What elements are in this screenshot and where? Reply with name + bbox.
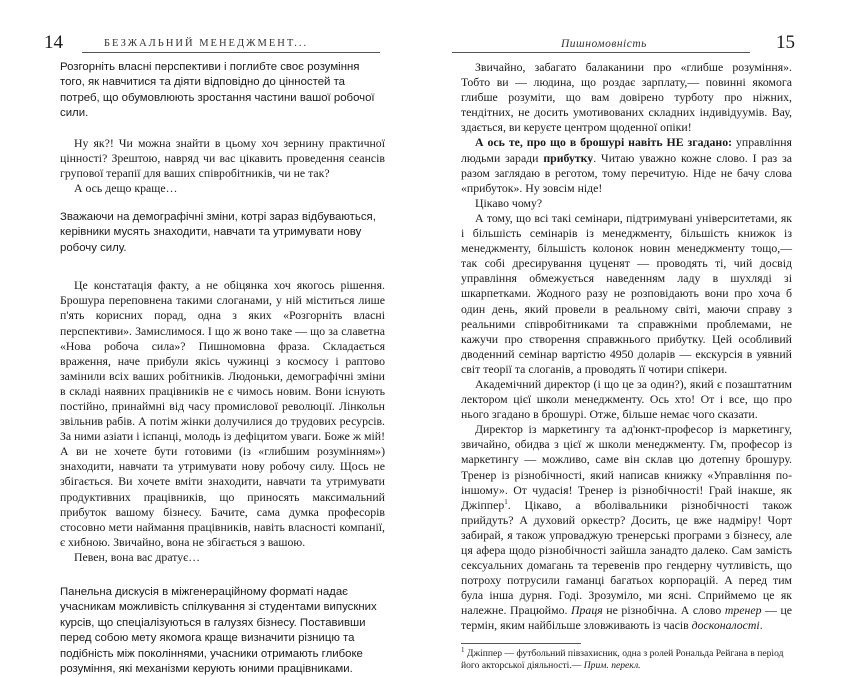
page-number: 14: [44, 32, 63, 53]
left-page: [0, 0, 392, 676]
footnote-rule: [461, 643, 581, 644]
header-rule: [452, 52, 750, 53]
footnote-reference[interactable]: 1: [504, 497, 508, 506]
paragraph: А ось те, про що в брошурі навіть НЕ згадано: управління людьми заради прибутку. Читаю уважно кожне слово. І раз за разом заглядаю в реготом, тому перечитую. Ніде не бачу слова «прибуток». Ну зовсім ніде!: [461, 135, 792, 195]
header-rule: [82, 52, 380, 53]
paragraph: Це констатація факту, а не обіцянка хоч якогось рішення. Брошура переповнена такими слоганами, у ній міститься лише п'ять корисних порад, одна з яких «Розгорніть власні перспективи». Замислимося. І що ж воно таке — що за славетна «Нова робоча сила»? Пишномовна фраза. Складається враження, наче прибули якісь чужинці з космосу і раптово замінили всіх ваших робітників. Людоньки, демографічні зміни в складі наявних працівників не є чимось новим. Вони існують постійно, принаймні від часу промислової революції. Лінкольн звільнив рабів. А потім жінки долучилися до трудових ресурсів. За ними азіати і іспанці, молодь із дефіцитом уваги. Боже ж мій! А ви не хочете бути готовими (із «глибшим розумінням») знаходити, навчати та утримувати нову робочу силу. Щось не збігається. Ви хочете вміти знаходити, навчати та утримувати продуктивних працівників, що приносять максимальний прибуток вашому бізнесу. Бачите, сама думка професорів стосовно мети наймання працівників, навіть власності компанії, є хибною. Звичайно, вона не збігається з вашою.: [60, 278, 385, 549]
paragraph: А ось дещо краще…: [74, 180, 178, 195]
quote-callout: Зважаючи на демографічні зміни, котрі зараз відбуваються, керівники мусять знаходити, навчати та утримувати нову робочу силу.: [60, 211, 376, 254]
bold-phrase: прибутку: [543, 150, 594, 165]
footnote-marker: 1: [461, 645, 465, 654]
page-body: [60, 60, 385, 677]
quote-callout: Розгорніть власні перспективи і поглибте своє розуміння того, як навчитися та діяти відповідно до цінностей та потреб, що обумовлюють зростання частини вашої робочої сили.: [60, 61, 375, 120]
paragraph: Ну як?! Чи можна знайти в цьому хоч зернину практичної цінності? Зрештою, навряд чи вас цікавить проведення сеансів групової терапії для ваших співробітників, чи не так?: [60, 135, 385, 180]
page-body: [461, 60, 792, 672]
running-head: Пишномовність: [561, 38, 647, 50]
paragraph: А тому, що всі такі семінари, підтримувані університетами, як і більшість семінарів із менеджменту, більшість книжок із менеджменту, більшість колонок новин менеджменту тощо,— так собі дресирування цуценят — проводять ті, чий досвід управління обмежується наведенням ладу в шухляді зі шкарпетками. Жодного разу не розповідають вони про хоча б один день, який провели в реальному світі, маючи справу з реальними співробітниками та справжніми проблемами, не кажучи про створення справжнього прибутку. Цей особливий дводенний семінар вартістю 4950 доларів — екскурсія в уявний світ теорії та слоганів, а проводять її чотири спікери.: [461, 210, 792, 376]
paragraph: Цікаво чому?: [475, 195, 543, 210]
running-head: БЕЗЖАЛЬНИЙ МЕНЕДЖМЕНТ...: [104, 38, 309, 49]
paragraph: Певен, вона вас дратує…: [74, 549, 201, 564]
right-page: [440, 0, 832, 671]
paragraph: Директор із маркетингу та ад'юнкт-професор із маркетингу, звичайно, обидва з цієї ж школи менеджменту. Гм, професор із маркетингу — можливо, саме він склав цю дотепну брошуру. Тренер із різнобічності, який написав книжку «Управління по-іншому». От чудасія! Тренер із різнобічності! Грай інакше, як Джіппер$^1$. Цікаво, а вболівальники різнобічності також прийдуть? А духовий оркестр? Досить, це вже надміру! Чорт забирай, я також упроваджую тренерські програми з бізнесу, але ця афера щодо різнобічності зайшла занадто далеко. Сам замість сексуальних домагань та теревенів про гендерну чутливість, що потроху потрусили гаманці багатьох корпорацій. А перед тим була інша дурня. Годі. Зрозуміло, ми ясні. Сприймемо це як належне. Працюймо. Праця не різнобічна. А слово тренер — це термін, яким найбільше зловживають із часів досконалості.: [461, 422, 793, 633]
paragraph: Академічний директор (і що це за один?), який є позаштатним лектором цієї школи менеджменту. Ось хто! От і все, що про нього згадано в брошурі. Отже, більше немає чого сказати.: [461, 376, 792, 422]
bold-phrase: А ось те, про що в брошурі навіть НЕ згадано:: [475, 135, 733, 150]
paragraph: Звичайно, забагато балаканини про «глибше розуміння». Тобто ви — людина, що роздає зарплату,— повинні якомога глибше розуміти, що вам довірено турботу про ніжних, тендітних, не досить умотивованих складних індивідуумів. Вау, здається, ви керуєте центром щоденної опіки!: [461, 60, 792, 135]
page-number: 15: [776, 32, 795, 53]
footnote: $^1$ Джіппер — футбольний півзахисник, одна з ролей Рональда Рейгана в період його акторської діяльності.— Прим. перекл.: [461, 645, 784, 671]
quote-callout: Панельна дискусія в міжгенераційному форматі надає учасникам можливість спілкування зі студентами випускних курсів, що спеціалізуються в галузях бізнесу. Поставивши перед собою мету якомога краще визначити різницю та подібність між поколіннями, учасники отримають глибоке розуміння, які механізми керують юними працівниками.: [60, 586, 377, 676]
